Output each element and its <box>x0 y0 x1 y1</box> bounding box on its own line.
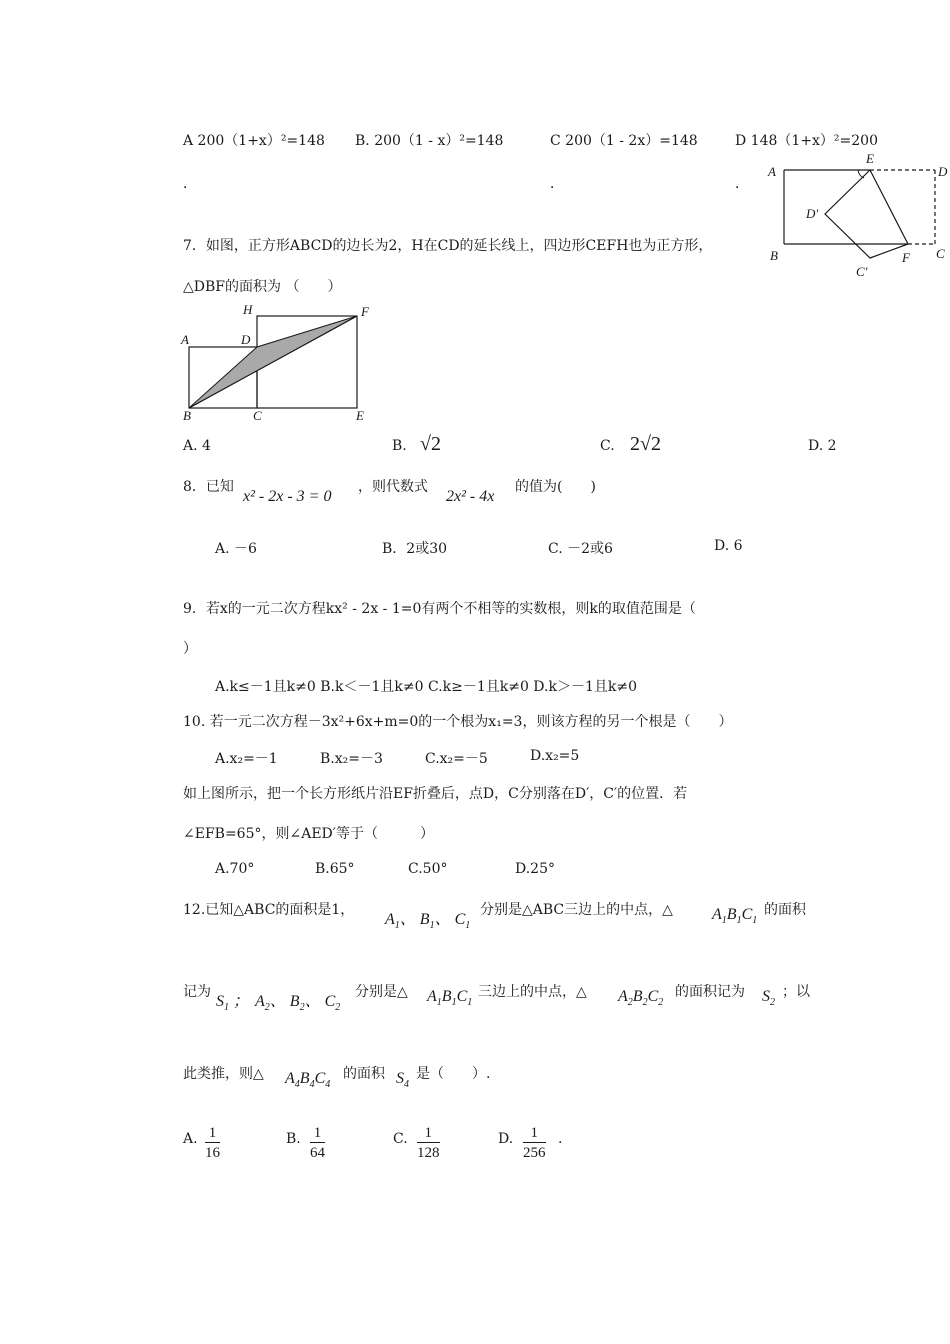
q11-text-line2: ∠EFB=65°，则∠AED′等于（ ） <box>183 826 434 842</box>
q11-option-d: D.25° <box>515 861 555 877</box>
q7-option-c-label: C. <box>600 438 615 454</box>
q7-option-b-label: B. <box>392 438 407 454</box>
q8-equation: x² - 2x - 3 = 0 <box>243 488 332 505</box>
q12-math-s1: $S_1$ ； <box>216 993 250 1014</box>
q12-math-triangle-4: $A_4B_4C_4$ <box>285 1070 331 1091</box>
q7-option-a: A. 4 <box>183 438 211 454</box>
q11-option-b: B.65° <box>315 861 355 877</box>
squares-label-b: B <box>183 408 191 423</box>
q12-option-a-fraction <box>205 1124 220 1163</box>
q12-option-b-label: B. <box>286 1131 301 1147</box>
q10-option-d: D.x₂=5 <box>530 748 580 764</box>
q11-option-c: C.50° <box>408 861 448 877</box>
fraction-numerator: 1 <box>417 1124 440 1143</box>
q7-option-b-math: √2 <box>420 433 441 455</box>
fold-label-b: B <box>770 248 778 263</box>
q8-option-c: C. －2或6 <box>548 541 613 557</box>
q12-option-b-fraction <box>310 1124 325 1163</box>
fraction-denominator: 128 <box>417 1145 440 1161</box>
q12-end-mark: . <box>558 1131 563 1147</box>
q8-option-b: B．2或30 <box>382 541 448 557</box>
q6-option-a: A 200（1+x）²=148 <box>183 133 325 149</box>
fold-rectangle-figure <box>760 150 950 280</box>
q8-prefix: 8．已知 <box>183 479 234 495</box>
q12-option-a-label: A. <box>183 1131 198 1147</box>
q6-dot: ． <box>183 176 197 192</box>
squares-label-d: D <box>241 332 251 347</box>
fraction-denominator: 16 <box>205 1145 220 1161</box>
squares-label-e: E <box>356 408 364 423</box>
fold-label-d-prime: D′ <box>806 206 819 221</box>
fraction-numerator: 1 <box>205 1124 220 1143</box>
fraction-denominator: 64 <box>310 1145 325 1161</box>
fraction-denominator: 256 <box>523 1145 546 1161</box>
q9-text-line1: 9．若x的一元二次方程kx² - 2x - 1=0有两个不相等的实数根，则k的取值范围是（ <box>183 601 696 617</box>
squares-label-h: H <box>243 302 253 317</box>
q12-math-triangle-1b: $A_1B_1C_1$ <box>427 988 473 1009</box>
fold-label-d: D <box>938 164 948 179</box>
q12-option-d-fraction <box>523 1124 546 1163</box>
q12-math-triangle-1: $A_1B_1C_1$ <box>712 906 758 927</box>
q12-math-a2b2c2-list: $A_2$、 $B_2$、 $C_2$ <box>255 993 341 1014</box>
q10-option-b: B.x₂=－3 <box>320 751 383 767</box>
q11-text-line1: 如上图所示，把一个长方形纸片沿EF折叠后，点D，C分别落在D′，C′的位置．若 <box>183 786 688 802</box>
q12-line1-prefix: 12.已知△ABC的面积是1， <box>183 902 355 918</box>
fold-label-f: F <box>902 250 910 265</box>
fold-label-e: E <box>866 151 874 166</box>
q12-math-s4: $S_4$ <box>396 1070 409 1091</box>
q9-options: A.k≤－1且k≠0 B.k＜－1且k≠0 C.k≥－1且k≠0 D.k＞－1且k≠0 <box>215 679 637 695</box>
q12-line2-prefix: 记为 <box>183 984 211 1000</box>
q6-dot: ． <box>550 176 564 192</box>
q8-middle: ，则代数式 <box>358 479 428 495</box>
squares-label-a: A <box>181 332 189 347</box>
q12-line3-end: 是（ ）. <box>416 1066 491 1082</box>
q7-text-line2: △DBF的面积为 （ ） <box>183 279 342 295</box>
q12-line2-end2: ；以 <box>782 984 810 1000</box>
q12-line1-end: 的面积 <box>764 902 806 918</box>
q9-text-line2: ） <box>183 641 197 657</box>
q10-option-a: A.x₂=－1 <box>215 751 278 767</box>
q6-option-d: D 148（1+x）²=200 <box>735 133 878 149</box>
fold-label-c-prime: C′ <box>856 264 868 279</box>
q8-option-a: A. －6 <box>215 541 257 557</box>
q6-dot: ． <box>735 176 749 192</box>
q6-option-c: C 200（1 - 2x）=148 <box>550 133 698 149</box>
q12-line2-mid2: 三边上的中点，△ <box>478 984 587 1000</box>
q12-math-a1b1c1-list: $A_1$、 $B_1$、 $C_1$ <box>385 911 471 932</box>
q12-line3-mid: 的面积 <box>343 1066 385 1082</box>
q12-line1-mid: 分别是△ABC三边上的中点，△ <box>480 902 673 918</box>
fraction-numerator: 1 <box>523 1124 546 1143</box>
q10-text: 10. 若一元二次方程－3x²+6x+m=0的一个根为x₁=3，则该方程的另一个根是（ ） <box>183 714 733 730</box>
q11-option-a: A.70° <box>215 861 255 877</box>
q12-line2-mid1: 分别是△ <box>355 984 408 1000</box>
fraction-numerator: 1 <box>310 1124 325 1143</box>
fold-label-a: A <box>768 164 776 179</box>
q6-option-b: B. 200（1 - x）²=148 <box>355 133 504 149</box>
q12-option-d-label: D. <box>498 1131 514 1147</box>
q12-option-c-label: C. <box>393 1131 408 1147</box>
squares-label-c: C <box>253 408 262 423</box>
fold-label-c: C <box>936 246 945 261</box>
q12-math-s2: $S_2$ <box>762 988 775 1009</box>
q12-math-triangle-2: $A_2B_2C_2$ <box>618 988 664 1009</box>
q8-option-d: D. 6 <box>714 538 743 554</box>
q8-suffix: 的值为( ) <box>515 479 596 495</box>
squares-figure <box>175 300 385 425</box>
q12-line3-prefix: 此类推，则△ <box>183 1066 264 1082</box>
q8-expression: 2x² - 4x <box>446 488 495 505</box>
q7-option-d: D. 2 <box>808 438 837 454</box>
q10-option-c: C.x₂=－5 <box>425 751 488 767</box>
q12-line2-end1: 的面积记为 <box>675 984 745 1000</box>
q7-text-line1: 7．如图，正方形ABCD的边长为2，H在CD的延长线上，四边形CEFH也为正方形， <box>183 238 713 254</box>
q7-option-c-math: 2√2 <box>630 433 661 455</box>
squares-label-f: F <box>361 304 369 319</box>
q12-option-c-fraction <box>417 1124 440 1163</box>
